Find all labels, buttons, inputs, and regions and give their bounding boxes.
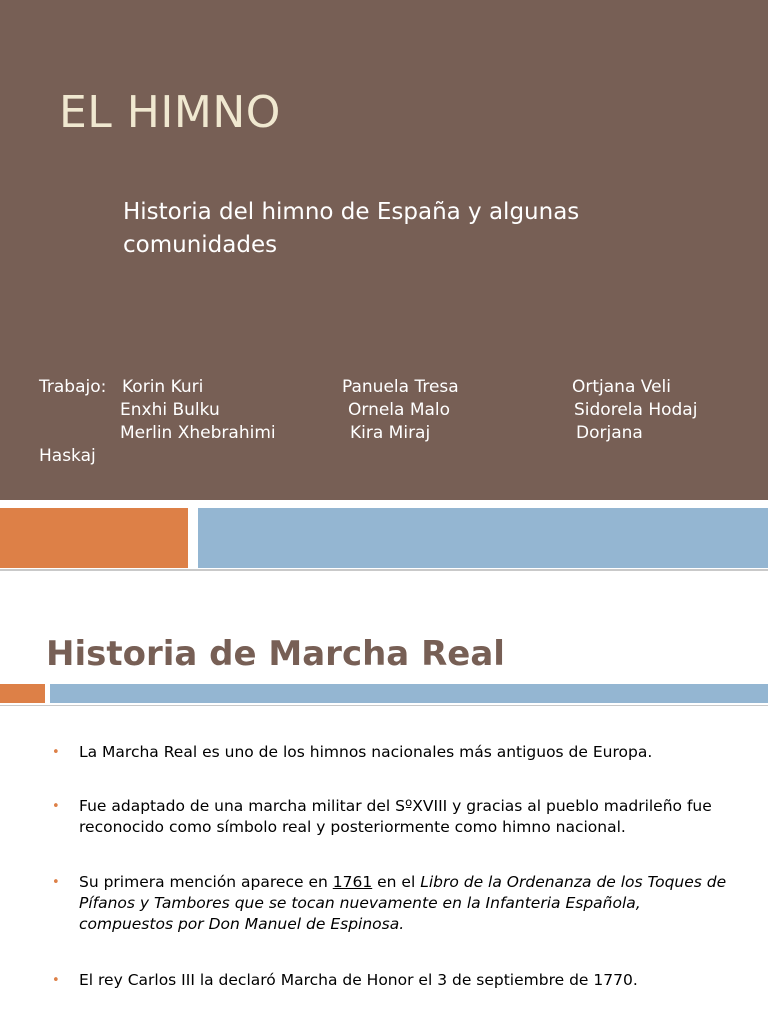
- slide-subtitle: Historia del himno de España y algunas comunidades: [123, 199, 580, 258]
- authors-row: [39, 422, 759, 445]
- bullet-icon: •: [52, 973, 60, 988]
- accent-bar-orange: [0, 684, 45, 703]
- bullet-item: [0, 796, 768, 838]
- bullet-item: [0, 742, 768, 763]
- author-name: Merlin Xhebrahimi: [120, 423, 276, 443]
- author-name: Panuela Tresa: [342, 377, 459, 397]
- authors-row: [39, 376, 759, 399]
- bullet-item: [0, 872, 768, 935]
- bullet-item: [0, 970, 768, 991]
- author-name: Kira Miraj: [350, 423, 431, 443]
- authors-row: [39, 399, 759, 422]
- accent-bar-orange: [0, 508, 188, 568]
- author-name: Ornela Malo: [348, 400, 451, 420]
- author-name-wrap: Haskaj: [39, 446, 96, 466]
- divider: [0, 569, 768, 571]
- bullet-text-part: en el: [372, 873, 421, 891]
- slide-heading: Historia de Marcha Real: [46, 634, 505, 674]
- bullet-text-part: Su primera mención aparece en: [79, 873, 333, 891]
- bullet-text: [79, 873, 726, 933]
- title-slide: [0, 0, 768, 500]
- accent-bar-blue: [50, 684, 768, 703]
- slide-title: EL HIMNO: [59, 87, 281, 138]
- bullet-list: [0, 742, 768, 991]
- book-title: Libro de la Ordenanza de los Toques de Pífanos y Tambores que se tocan nuevamente en la Infanteria Española, compuestos por Don Manuel de Espinosa.: [79, 873, 727, 933]
- author-name: Enxhi Bulku: [120, 400, 220, 420]
- accent-bar-blue: [198, 508, 768, 568]
- bullet-text: La Marcha Real es uno de los himnos nacionales más antiguos de Europa.: [79, 743, 653, 761]
- bullet-icon: •: [52, 875, 60, 890]
- authors-row: [39, 445, 759, 468]
- divider: [0, 705, 768, 706]
- author-name: Sidorela Hodaj: [574, 400, 698, 420]
- bullet-icon: •: [52, 745, 60, 760]
- authors-block: [39, 376, 759, 468]
- year-link[interactable]: 1761: [332, 873, 373, 891]
- authors-prefix: Trabajo:: [39, 377, 107, 397]
- author-name: Korin Kuri: [122, 377, 204, 397]
- bullet-text: El rey Carlos III la declaró Marcha de Honor el 3 de septiembre de 1770.: [79, 971, 638, 989]
- author-name: Dorjana: [576, 423, 643, 443]
- author-name: Ortjana Veli: [572, 377, 671, 397]
- bullet-icon: •: [52, 799, 60, 814]
- bullet-text: Fue adaptado de una marcha militar del SºXVIII y gracias al pueblo madrileño fue reconocido como símbolo real y posteriormente como himno nacional.: [79, 797, 712, 836]
